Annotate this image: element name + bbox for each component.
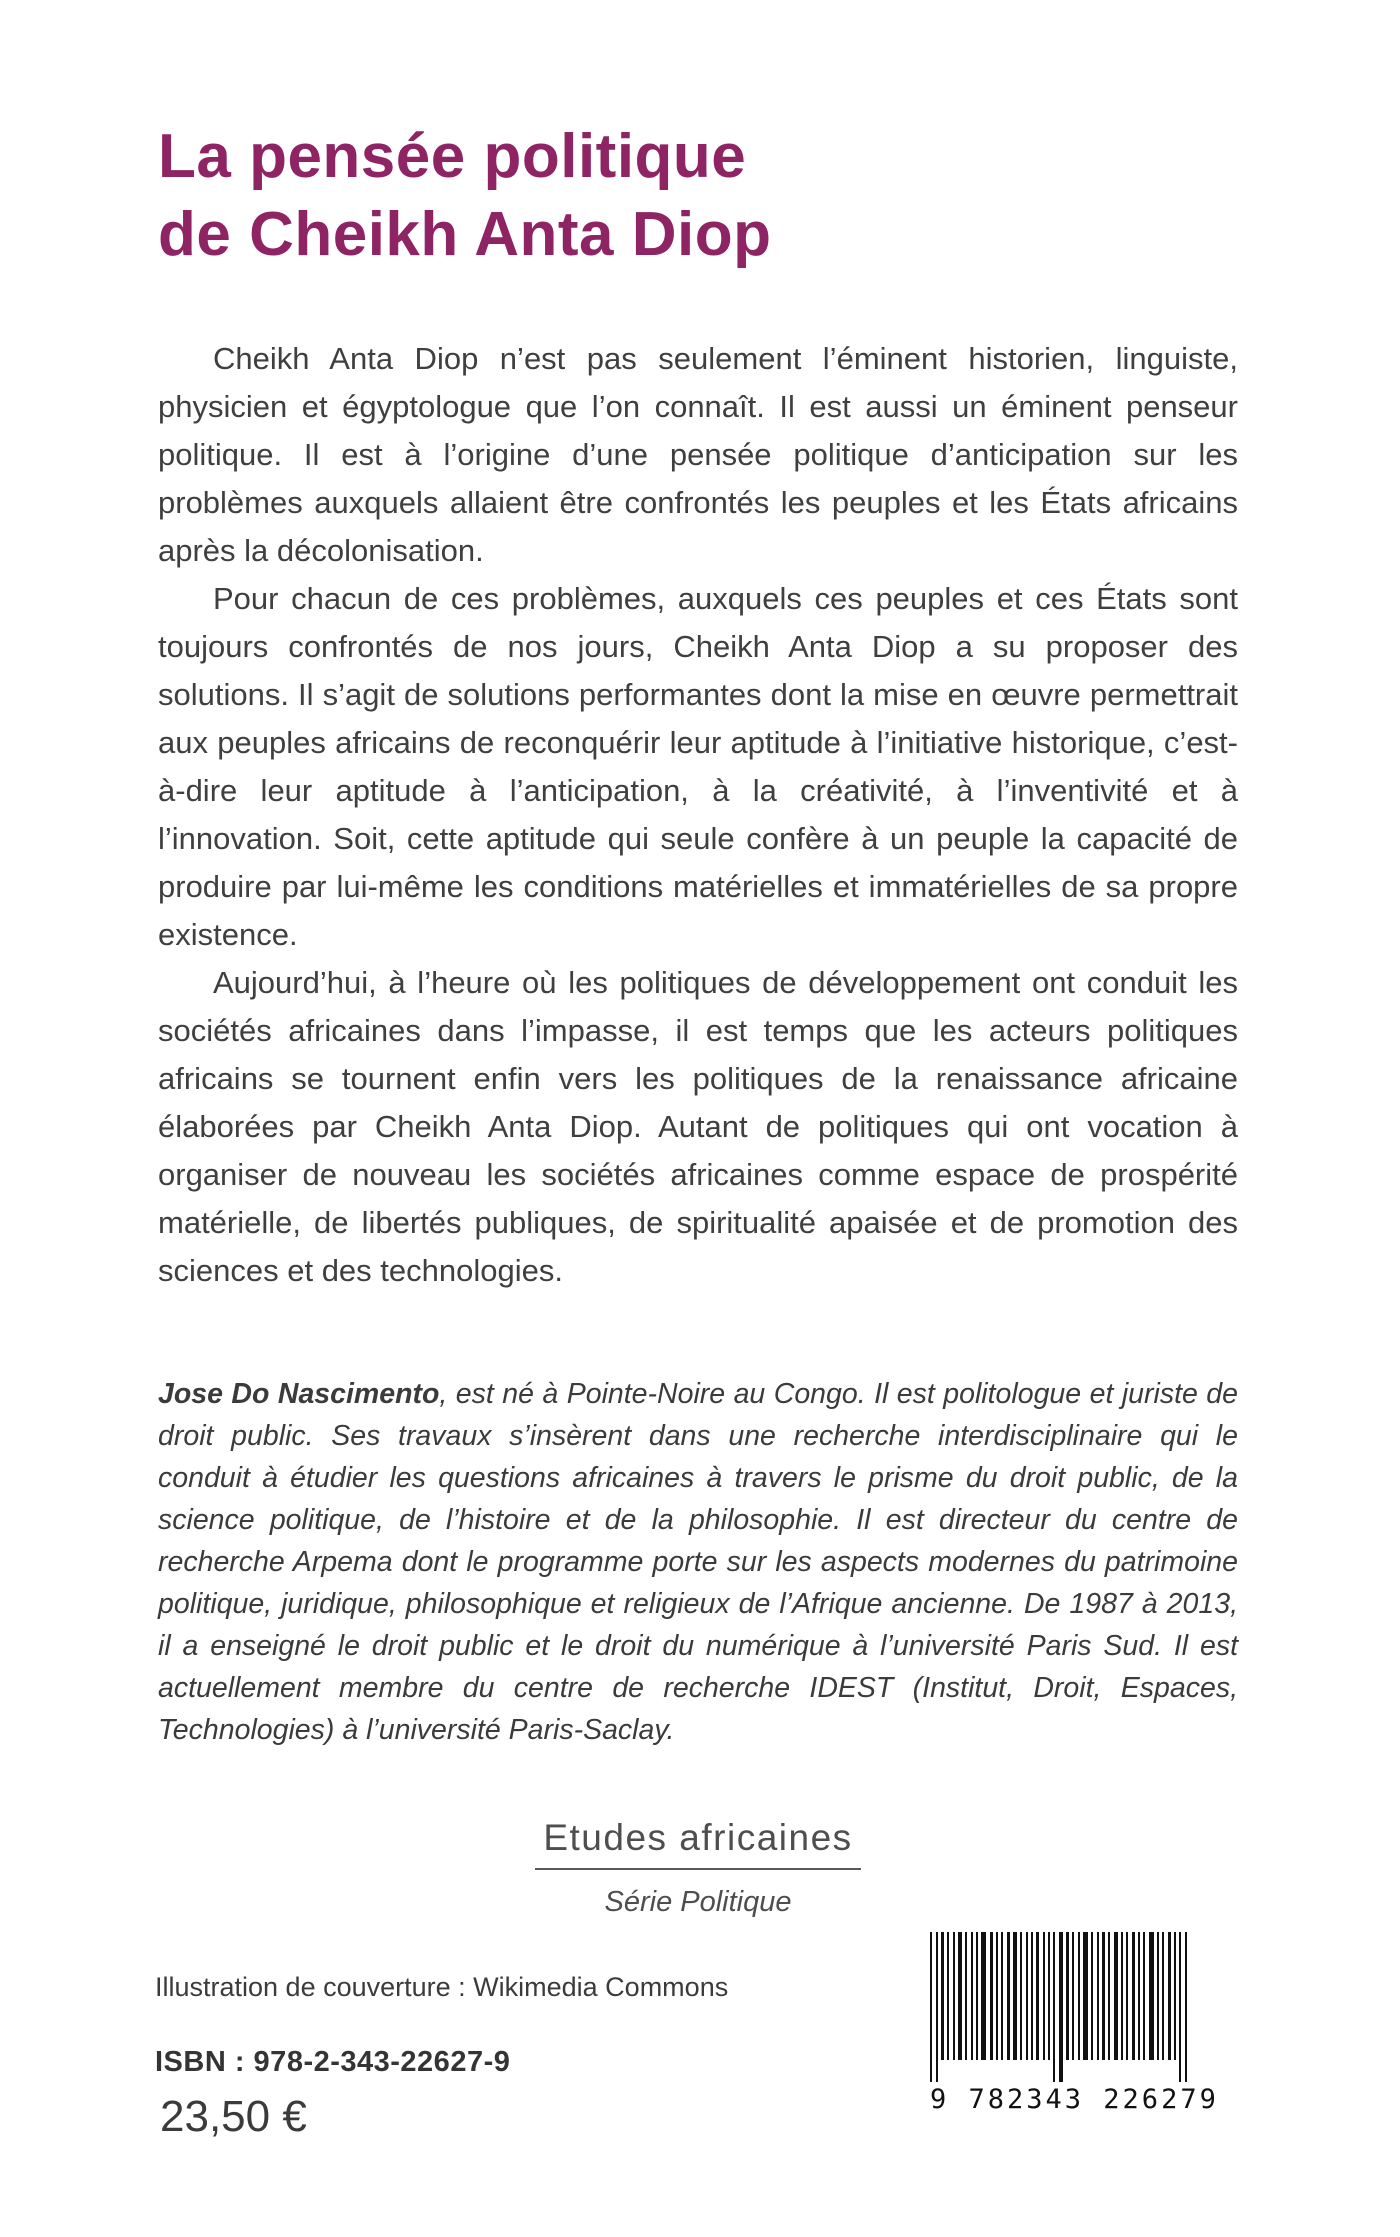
author-name: Jose Do Nascimento [158,1378,440,1410]
collection-name: Etudes africaines [535,1817,860,1870]
price: 23,50 € [160,2092,307,2141]
cover-credit: Illustration de couverture : Wikimedia Commons [155,1972,729,2002]
cover-content [158,118,1238,1919]
title-line-2: de Cheikh Anta Diop [158,199,772,269]
isbn: ISBN : 978-2-343-22627-9 [155,2046,511,2078]
barcode-bars [930,1932,1190,2082]
title-line-1: La pensée politique [158,122,747,191]
back-cover-blurb [158,335,1238,1295]
collection-block [158,1817,1238,1919]
blurb-paragraph-2: Pour chacun de ces problèmes, auxquels ces peuples et ces États sont toujours confrontés de nos jours, Cheikh Anta Diop a su proposer des solutions. Il s’agit de solutions performantes dont la mise en œuvre permettrait aux peuples africains de reconquérir leur aptitude à l’initiative historique, c’est-à-dire leur aptitude à l’anticipation, à la créativité, à l’inventivité et à l’innovation. Soit, cette aptitude qui seule confère à un peuple la capacité de produire par lui-même les conditions matérielles et immatérielles de sa propre existence. [158,581,1238,952]
page-title [158,118,1238,273]
blurb-paragraph-3: Aujourd’hui, à l’heure où les politiques de développement ont conduit les sociétés africaines dans l’impasse, il est temps que les acteurs politiques africains se tournent enfin vers les politiques de la renaissance africaine élaborées par Cheikh Anta Diop. Autant de politiques qui ont vocation à organiser de nouveau les sociétés africaines comme espace de prospérité matérielle, de libertés publiques, de spiritualité apaisée et de promotion des sciences et des technologies. [158,965,1238,1288]
series-name: Série Politique [604,1886,792,1918]
author-bio-text: , est né à Pointe-Noire au Congo. Il est politologue et juriste de droit public. Ses travaux s’insèrent dans une recherche interdisciplinaire qui le conduit à étudier les questions africaines à travers le prisme du droit public, de la science politique, de l’histoire et de la philosophie. Il est directeur du centre de recherche Arpema dont le programme porte sur les aspects modernes du patrimoine politique, juridique, philosophique et religieux de l’Afrique ancienne. De 1987 à 2013, il a enseigné le droit public et le droit du numérique à l’université Paris Sud. Il est actuellement membre du centre de recherche IDEST (Institut, Droit, Espaces, Technologies) à l’université Paris-Saclay. [158,1378,1238,1746]
barcode-number: 9 782343 226279 [930,2084,1219,2115]
author-bio [158,1373,1238,1751]
blurb-paragraph-1: Cheikh Anta Diop n’est pas seulement l’éminent historien, linguiste, physicien et égyptologue que l’on connaît. Il est aussi un éminent penseur politique. Il est à l’origine d’une pensée politique d’anticipation sur les problèmes auxquels allaient être confrontés les peuples et les États africains après la décolonisation. [158,341,1238,568]
barcode [930,1932,1219,2115]
